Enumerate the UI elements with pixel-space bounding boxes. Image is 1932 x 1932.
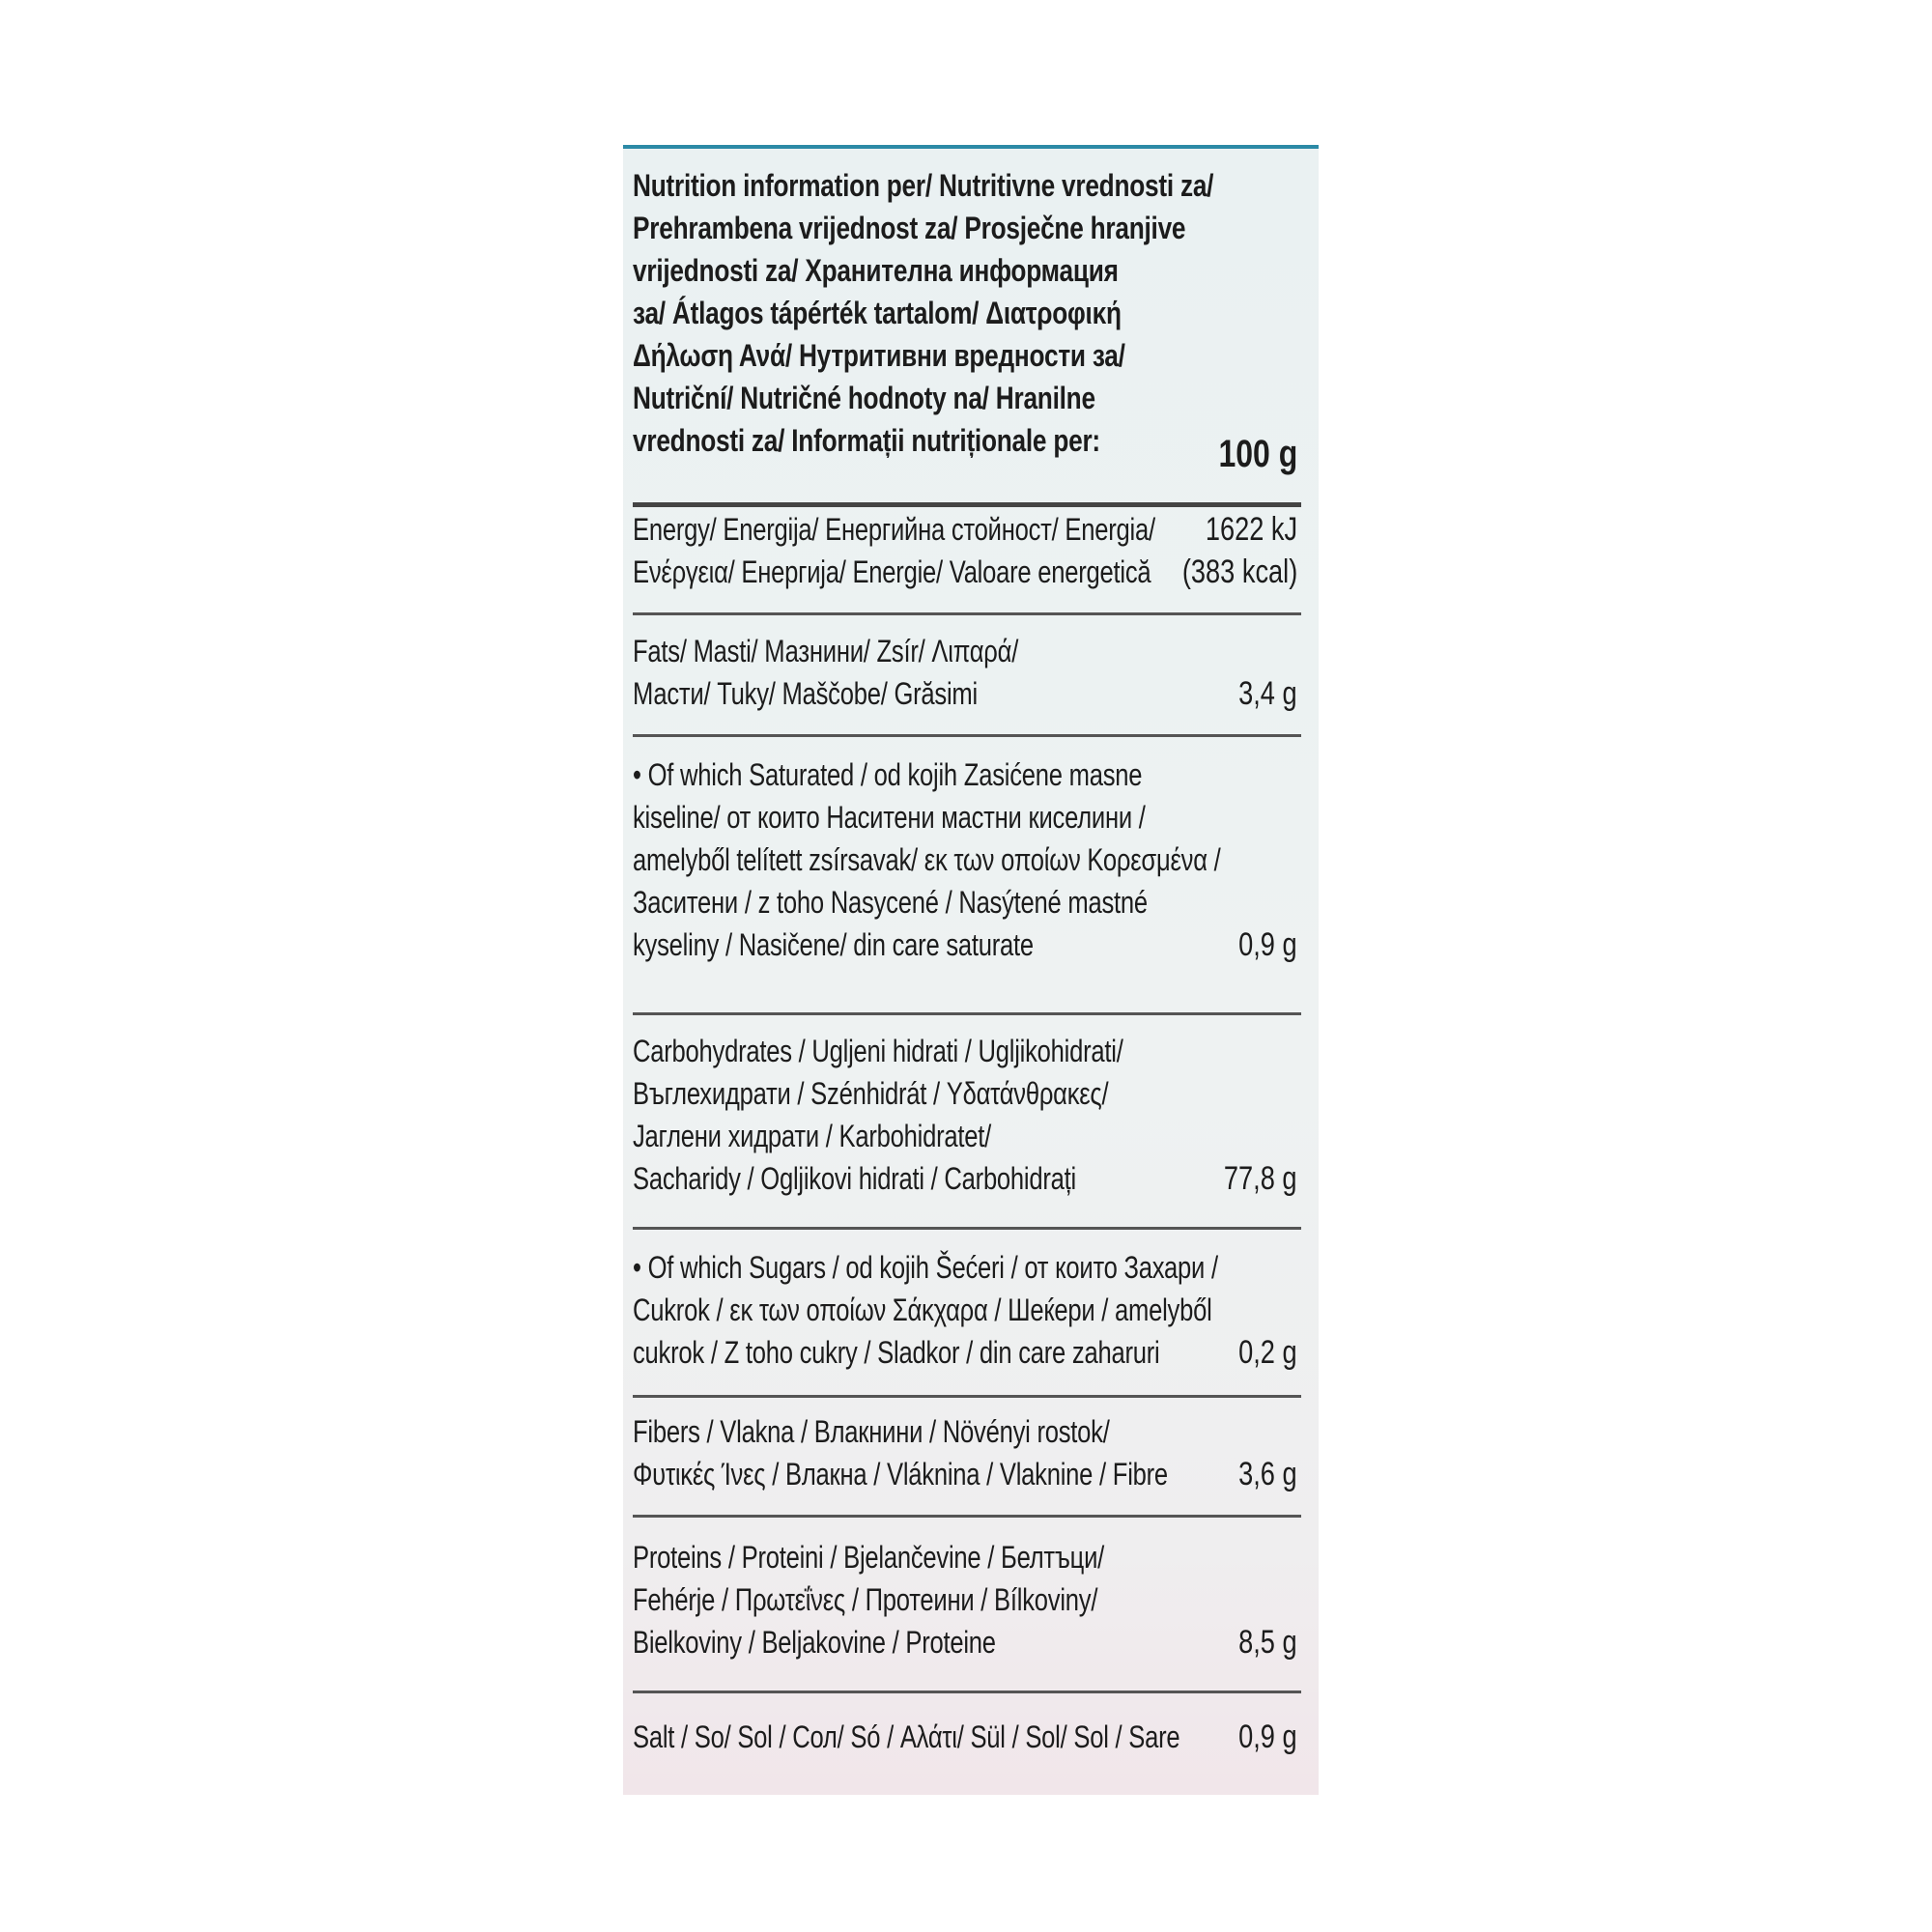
header-line: vrednosti za/ Informații nutriționale per:: [633, 423, 1100, 458]
divider: [633, 734, 1301, 737]
per-100g-column-label: 100 g: [1218, 433, 1297, 475]
divider: [633, 502, 1301, 507]
header-line: Prehrambena vrijednost za/ Prosječne hranjive: [633, 211, 1186, 245]
nutrient-label: • Of which Sugars / od kojih Šećeri / от които Захари /: [633, 1250, 1218, 1285]
nutrient-label: Bielkoviny / Beljakovine / Proteine: [633, 1625, 996, 1660]
nutrient-label: Proteins / Proteini / Bjelančevine / Белтъци/: [633, 1540, 1105, 1575]
nutrient-label: Cukrok / εκ των οποίων Σάκχαρα / Шеќери / amelyből: [633, 1293, 1212, 1327]
divider: [633, 1012, 1301, 1015]
divider: [633, 1515, 1301, 1518]
nutrient-label: Energy/ Energija/ Енергийна стойност/ Energia/: [633, 512, 1155, 547]
nutrient-row-fibers: [633, 1410, 1319, 1495]
nutrient-label: Fibers / Vlakna / Влакнини / Növényi rostok/: [633, 1414, 1110, 1449]
header-line: Nutrition information per/ Nutritivne vrednosti za/: [633, 168, 1214, 203]
header-line: Nutriční/ Nutričné hodnoty na/ Hranilne: [633, 381, 1095, 415]
nutrient-value: (383 kcal): [1181, 554, 1297, 590]
nutrition-header: [633, 164, 1214, 462]
nutrient-value: 3,4 g: [1238, 675, 1297, 712]
nutrition-label: [623, 145, 1319, 1795]
nutrient-label: cukrok / Z toho cukry / Sladkor / din care zaharuri: [633, 1335, 1160, 1370]
nutrient-row-carbohydrates: [633, 1030, 1319, 1200]
nutrient-value: 8,5 g: [1238, 1624, 1297, 1661]
divider: [633, 1395, 1301, 1398]
nutrient-label: Fehérje / Πρωτεΐνες / Протеини / Bílkoviny/: [633, 1582, 1098, 1617]
divider: [633, 1227, 1301, 1230]
nutrient-value: 0,9 g: [1238, 926, 1297, 963]
header-line: Δήλωση Ανά/ Нутритивни вредности за/: [633, 338, 1125, 373]
nutrient-value: 0,9 g: [1238, 1719, 1297, 1755]
nutrient-row-fats: [633, 630, 1319, 715]
nutrient-label: amelyből telített zsírsavak/ εκ των οποίων Κορεσμένα /: [633, 842, 1221, 877]
nutrient-value: 77,8 g: [1224, 1160, 1297, 1197]
nutrient-row-energy: [633, 508, 1319, 593]
nutrient-label: Fats/ Masti/ Мазнини/ Zsír/ Λιπαρά/: [633, 634, 1019, 668]
nutrient-value: 0,2 g: [1238, 1334, 1297, 1371]
divider: [633, 612, 1301, 615]
header-line: vrijednosti za/ Хранителна информация: [633, 253, 1119, 288]
nutrient-label: Јаглени хидрати / Karbohidratet/: [633, 1119, 991, 1153]
nutrient-label: Φυτικές Ίνες / Влакна / Vláknina / Vlaknine / Fibre: [633, 1457, 1168, 1492]
nutrient-label: Заситени / z toho Nasycené / Nasýtené mastné: [633, 885, 1148, 920]
nutrient-row-proteins: [633, 1536, 1319, 1663]
nutrient-label: Ενέργεια/ Енергија/ Energie/ Valoare energetică: [633, 554, 1151, 589]
nutrient-label: Въглехидрати / Szénhidrát / Υδατάνθρακες/: [633, 1076, 1109, 1111]
nutrient-label: kyseliny / Nasičene/ din care saturate: [633, 927, 1034, 962]
nutrient-label: kiseline/ от които Наситени мастни киселини /: [633, 800, 1146, 835]
nutrient-row-saturated: [633, 753, 1319, 966]
nutrient-label: Carbohydrates / Ugljeni hidrati / Ugljikohidrati/: [633, 1034, 1123, 1068]
header-line: за/ Átlagos tápérték tartalom/ Διατροφική: [633, 296, 1122, 330]
nutrient-label: Масти/ Tuky/ Maščobe/ Grăsimi: [633, 676, 978, 711]
nutrient-row-sugars: [633, 1246, 1319, 1374]
nutrient-label: • Of which Saturated / od kojih Zasićene masne: [633, 757, 1143, 792]
nutrient-row-salt: [633, 1716, 1319, 1758]
nutrient-label: Salt / So/ Sol / Сол/ Só / Αλάτι/ Sül / Sol/ Sol / Sare: [633, 1719, 1180, 1754]
nutrient-label: Sacharidy / Ogljikovi hidrati / Carbohidrați: [633, 1161, 1076, 1196]
nutrient-value: 1622 kJ: [1205, 511, 1297, 548]
nutrient-value: 3,6 g: [1238, 1456, 1297, 1492]
divider: [633, 1690, 1301, 1693]
